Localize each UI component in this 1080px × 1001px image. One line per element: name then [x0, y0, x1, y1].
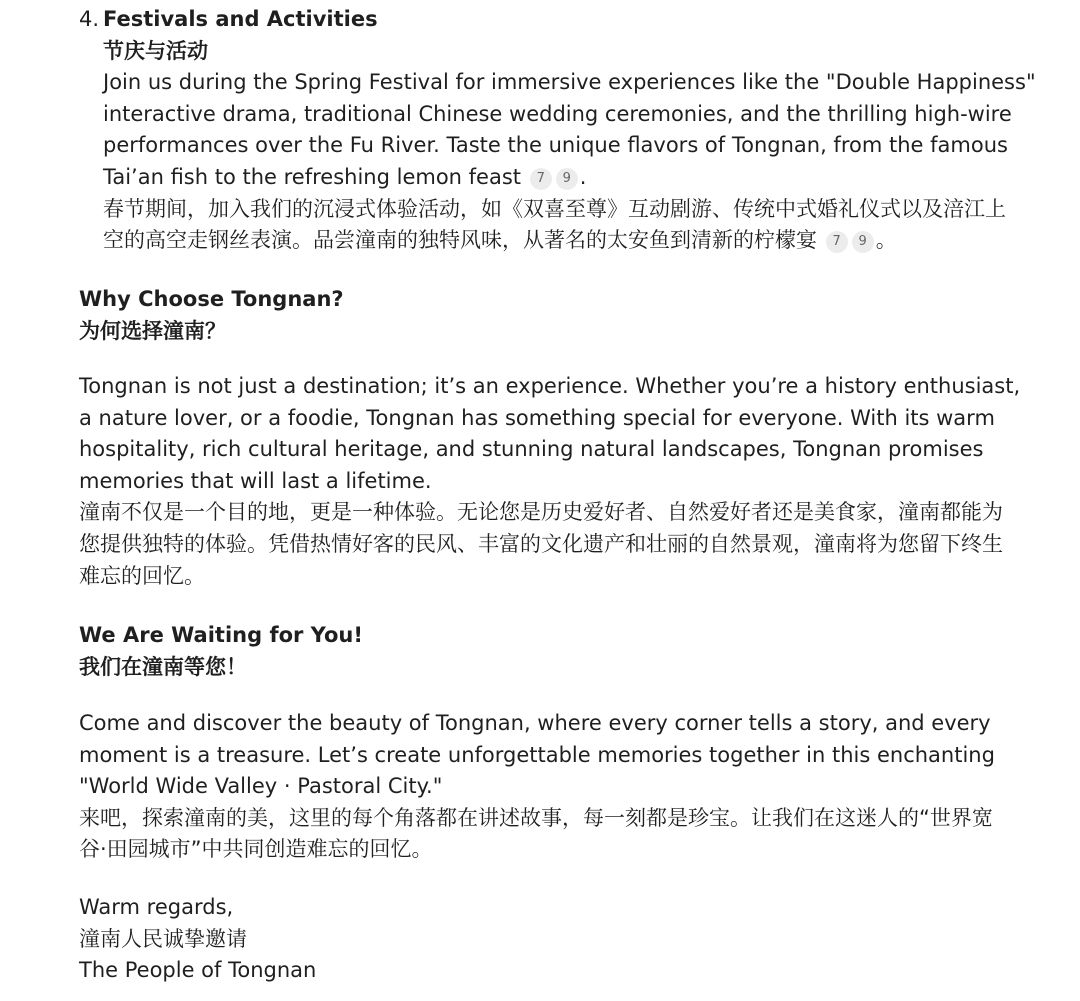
closing-regards-zh: 潼南人民诚挚邀请: [79, 926, 247, 951]
citation-badge[interactable]: 7: [530, 168, 552, 190]
waiting-heading-zh: 我们在潼南等您！: [79, 654, 247, 679]
waiting-paragraph: [79, 708, 1069, 866]
festivals-zh-last-line: [103, 225, 1069, 257]
waiting-en-line: "World Wide Valley · Pastoral City.": [79, 774, 443, 799]
festivals-title-zh: 节庆与活动: [103, 38, 208, 63]
festivals-en-line: Tai’an fish to the refreshing lemon feast: [103, 164, 522, 189]
waiting-heading: We Are Waiting for You!: [79, 623, 363, 647]
why-en-line: hospitality, rich cultural heritage, and stunning natural landscapes, Tongnan promises: [79, 437, 984, 462]
closing-regards: Warm regards,: [79, 895, 234, 919]
festivals-zh-line: 春节期间，加入我们的沉浸式体验活动，如《双喜至尊》互动剧游、传统中式婚礼仪式以及涪江上: [103, 196, 1006, 221]
festivals-en-last-line: [103, 162, 1069, 194]
citation-badge[interactable]: 9: [852, 231, 874, 253]
list-number: 4.: [79, 7, 100, 31]
festivals-en-line: Join us during the Spring Festival for immersive experiences like the "Double Happiness": [103, 70, 1036, 95]
why-en-line: a nature lover, or a foodie, Tongnan has something special for everyone. With its warm: [79, 405, 995, 430]
why-en-line: memories that will last a lifetime.: [79, 468, 432, 493]
citation-badge[interactable]: 9: [556, 168, 578, 190]
closing-block: [79, 892, 1069, 987]
citation-badge[interactable]: 7: [826, 231, 848, 253]
festivals-body: [103, 4, 1069, 257]
waiting-zh-line: 来吧，探索潼南的美，这里的每个角落都在讲述故事，每一刻都是珍宝。让我们在这迷人的“世界宽: [79, 805, 993, 830]
festivals-en-line: performances over the Fu River. Taste the unique flavors of Tongnan, from the famous: [103, 133, 1008, 158]
festivals-zh-end: 。: [875, 228, 897, 253]
why-en-line: Tongnan is not just a destination; it’s an experience. Whether you’re a history enthusiast,: [79, 374, 1021, 398]
why-zh-line: 难忘的回忆。: [79, 563, 205, 588]
festivals-en-end: .: [579, 164, 587, 189]
festivals-en-line: interactive drama, traditional Chinese wedding ceremonies, and the thrilling high-wire: [103, 101, 1012, 126]
festivals-zh-line: 空的高空走钢丝表演。品尝潼南的独特风味，从著名的太安鱼到清新的柠檬宴: [103, 228, 817, 253]
why-heading-block: [79, 284, 1069, 347]
waiting-en-line: moment is a treasure. Let’s create unforgettable memories together in this enchanting: [79, 742, 995, 767]
why-heading: Why Choose Tongnan?: [79, 287, 344, 311]
waiting-en-line: Come and discover the beauty of Tongnan, where every corner tells a story, and every: [79, 711, 991, 735]
why-zh-line: 您提供独特的体验。凭借热情好客的民风、丰富的文化遗产和壮丽的自然景观，潼南将为您留下终生: [79, 531, 1003, 556]
festivals-list-item: [79, 4, 1069, 257]
waiting-heading-block: [79, 620, 1069, 683]
why-zh-line: 潼南不仅是一个目的地，更是一种体验。无论您是历史爱好者、自然爱好者还是美食家，潼南都能为: [79, 500, 1003, 525]
closing-signature: The People of Tongnan: [79, 958, 317, 983]
why-paragraph: [79, 371, 1069, 592]
waiting-zh-line: 谷·田园城市”中共同创造难忘的回忆。: [79, 837, 433, 862]
festivals-title: Festivals and Activities: [103, 7, 378, 31]
why-heading-zh: 为何选择潼南？: [79, 318, 226, 343]
